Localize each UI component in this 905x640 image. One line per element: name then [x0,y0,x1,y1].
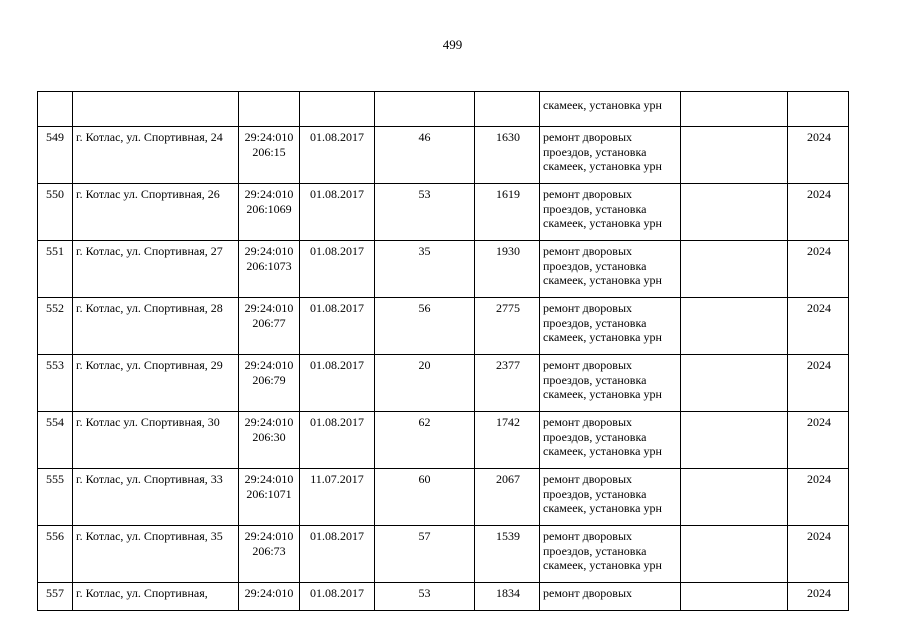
cell-count: 20 [375,355,475,412]
cell-empty [681,355,788,412]
cell-address: г. Котлас ул. Спортивная, 30 [73,412,239,469]
cell-year: 2024 [788,412,849,469]
cell-cadastral [239,469,300,526]
cell-empty [681,127,788,184]
cell-date: 01.08.2017 [300,127,375,184]
table-row-last [38,583,849,611]
cell-area: 2067 [475,469,540,526]
cell-address: г. Котлас ул. Спортивная, 26 [73,184,239,241]
cell-year: 2024 [788,298,849,355]
cell-work: ремонт дворовых [540,583,681,611]
cell-empty [681,583,788,611]
cell-address: г. Котлас, ул. Спортивная, 24 [73,127,239,184]
cell-empty [475,92,540,127]
cell-date: 01.08.2017 [300,583,375,611]
cell-cadastral [239,184,300,241]
cadastral-part-1: 29:24:010 [244,472,294,486]
cell-work: ремонт дворовых проездов, установка скамеек, установка урн [540,241,681,298]
cell-cadastral [239,355,300,412]
table-row [38,412,849,469]
cell-count: 46 [375,127,475,184]
cell-index: 552 [38,298,73,355]
cell-year: 2024 [788,583,849,611]
cell-cadastral [239,526,300,583]
cell-cadastral [239,412,300,469]
cell-index: 557 [38,583,73,611]
cadastral-part-2: 206:1073 [246,258,292,273]
cell-index: 553 [38,355,73,412]
cell-work: ремонт дворовых проездов, установка скамеек, установка урн [540,412,681,469]
cell-empty [681,412,788,469]
cell-empty [681,92,788,127]
cell-area: 1742 [475,412,540,469]
cadastral-part-1: 29:24:010 [244,301,294,315]
page-number: 499 [442,37,463,52]
cell-address: г. Котлас, ул. Спортивная, [73,583,239,611]
cell-address: г. Котлас, ул. Спортивная, 33 [73,469,239,526]
cell-empty [681,184,788,241]
cell-count: 53 [375,184,475,241]
cadastral-part-2: 206:1069 [246,201,292,216]
cell-area: 1619 [475,184,540,241]
cell-count: 35 [375,241,475,298]
table-row [38,241,849,298]
cell-address: г. Котлас, ул. Спортивная, 27 [73,241,239,298]
cadastral-part-1: 29:24:010 [244,187,294,201]
cadastral-part-2: 206:1071 [246,486,292,501]
cadastral-part-2: 206:30 [252,429,286,444]
cell-empty [73,92,239,127]
table-body [38,92,849,611]
cadastral-part-1: 29:24:010 [244,586,294,600]
cell-address: г. Котлас, ул. Спортивная, 29 [73,355,239,412]
cell-empty [239,92,300,127]
cadastral-part-2: 206:73 [252,543,286,558]
cadastral-part-1: 29:24:010 [244,244,294,258]
cell-work: ремонт дворовых проездов, установка скамеек, установка урн [540,355,681,412]
cadastral-part-2: 206:79 [252,372,286,387]
cell-work: ремонт дворовых проездов, установка скамеек, установка урн [540,469,681,526]
cadastral-part-1: 29:24:010 [244,415,294,429]
table-row [38,184,849,241]
cell-count: 57 [375,526,475,583]
cell-date: 11.07.2017 [300,469,375,526]
cell-work: ремонт дворовых проездов, установка скамеек, установка урн [540,127,681,184]
cell-address: г. Котлас, ул. Спортивная, 35 [73,526,239,583]
cell-empty [38,92,73,127]
cell-area: 1834 [475,583,540,611]
cell-date: 01.08.2017 [300,184,375,241]
cell-area: 2377 [475,355,540,412]
cell-area: 1930 [475,241,540,298]
cell-index: 556 [38,526,73,583]
cadastral-part-1: 29:24:010 [244,358,294,372]
cell-empty [681,469,788,526]
cell-index: 554 [38,412,73,469]
cell-count: 53 [375,583,475,611]
cell-address: г. Котлас, ул. Спортивная, 28 [73,298,239,355]
cadastral-part-2: 206:77 [252,315,286,330]
cell-area: 1630 [475,127,540,184]
cell-date: 01.08.2017 [300,355,375,412]
cell-empty [788,92,849,127]
cell-date: 01.08.2017 [300,526,375,583]
cell-cadastral [239,583,300,611]
cell-index: 549 [38,127,73,184]
cell-cadastral [239,241,300,298]
cadastral-part-2: 206:15 [252,144,286,159]
cell-empty [300,92,375,127]
table-row [38,298,849,355]
cell-empty [375,92,475,127]
cell-count: 62 [375,412,475,469]
cell-work: ремонт дворовых проездов, установка скамеек, установка урн [540,184,681,241]
table-row [38,469,849,526]
table-row [38,526,849,583]
cell-cadastral [239,298,300,355]
cell-work: ремонт дворовых проездов, установка скамеек, установка урн [540,298,681,355]
cell-empty [681,526,788,583]
cell-year: 2024 [788,241,849,298]
cell-index: 551 [38,241,73,298]
objects-table [37,91,849,611]
cell-index: 550 [38,184,73,241]
cell-year: 2024 [788,469,849,526]
cadastral-part-1: 29:24:010 [244,529,294,543]
cell-work: ремонт дворовых проездов, установка скамеек, установка урн [540,526,681,583]
cadastral-part-1: 29:24:010 [244,130,294,144]
table-row [38,355,849,412]
cell-year: 2024 [788,184,849,241]
cell-date: 01.08.2017 [300,298,375,355]
cell-year: 2024 [788,355,849,412]
cell-area: 2775 [475,298,540,355]
cell-year: 2024 [788,127,849,184]
cell-empty [681,241,788,298]
cell-count: 56 [375,298,475,355]
cell-empty [681,298,788,355]
cell-count: 60 [375,469,475,526]
cell-year: 2024 [788,526,849,583]
continuation-row [38,92,849,127]
cell-date: 01.08.2017 [300,412,375,469]
cell-date: 01.08.2017 [300,241,375,298]
cell-work: скамеек, установка урн [540,92,681,127]
cell-area: 1539 [475,526,540,583]
cell-cadastral [239,127,300,184]
table-row [38,127,849,184]
cell-index: 555 [38,469,73,526]
